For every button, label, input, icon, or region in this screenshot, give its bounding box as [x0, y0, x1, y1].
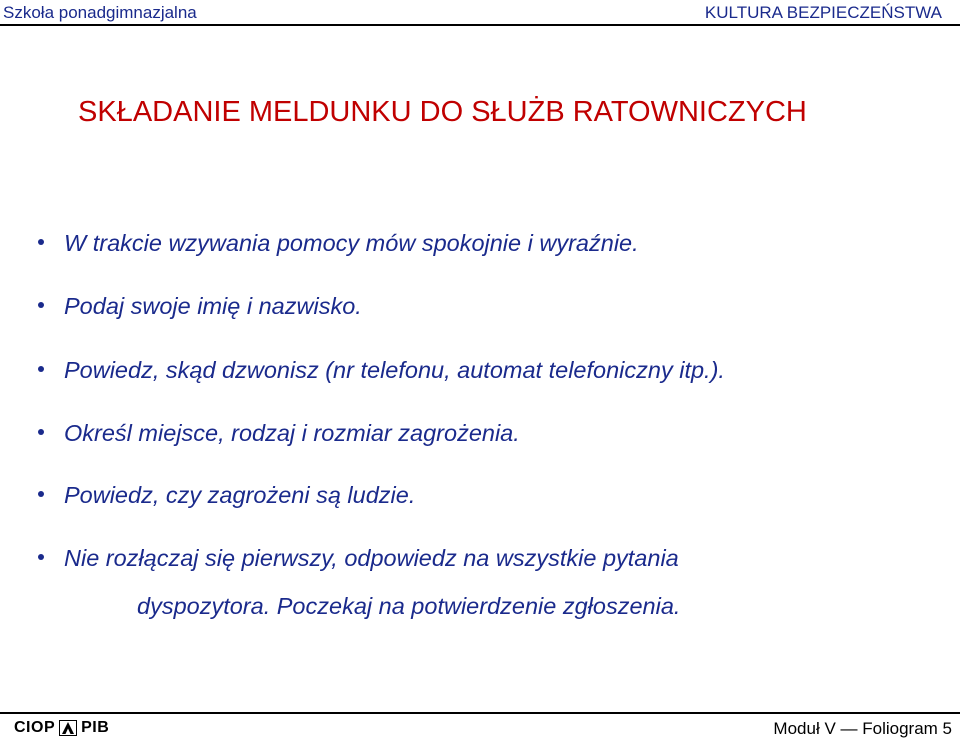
bullet-dot-icon	[38, 429, 44, 435]
logo-text-left: CIOP	[14, 719, 56, 736]
logo-text-right: PIB	[81, 719, 110, 736]
slide-title: SKŁADANIE MELDUNKU DO SŁUŻB RATOWNICZYCH	[78, 96, 807, 128]
course-title-label: KULTURA BEZPIECZEŃSTWA	[704, 3, 942, 22]
bullet-dot-icon	[38, 491, 44, 497]
bullet-text: W trakcie wzywania pomocy mów spokojnie i wyraźnie.	[64, 230, 639, 256]
logo-emblem-icon	[59, 720, 77, 736]
bullet-text: Podaj swoje imię i nazwisko.	[64, 293, 362, 319]
bullet-dot-icon	[38, 302, 44, 308]
bullet-text: Powiedz, skąd dzwonisz (nr telefonu, automat telefoniczny itp.).	[64, 357, 725, 383]
bullet-text: Określ miejsce, rodzaj i rozmiar zagrożenia.	[64, 420, 520, 446]
bullet-text: Nie rozłączaj się pierwszy, odpowiedz na wszystkie pytania	[64, 545, 679, 571]
bullet-text: Powiedz, czy zagrożeni są ludzie.	[64, 482, 416, 508]
bullet-dot-icon	[38, 366, 44, 372]
ciop-pib-logo	[14, 718, 109, 738]
module-slide-label: Moduł V — Foliogram 5	[773, 719, 952, 738]
school-type-label: Szkoła ponadgimnazjalna	[3, 3, 197, 22]
bullet-text-continuation: dyspozytora. Poczekaj na potwierdzenie zgłoszenia.	[137, 593, 681, 619]
bullet-dot-icon	[38, 554, 44, 560]
bullet-dot-icon	[38, 239, 44, 245]
footer-divider	[0, 712, 960, 714]
